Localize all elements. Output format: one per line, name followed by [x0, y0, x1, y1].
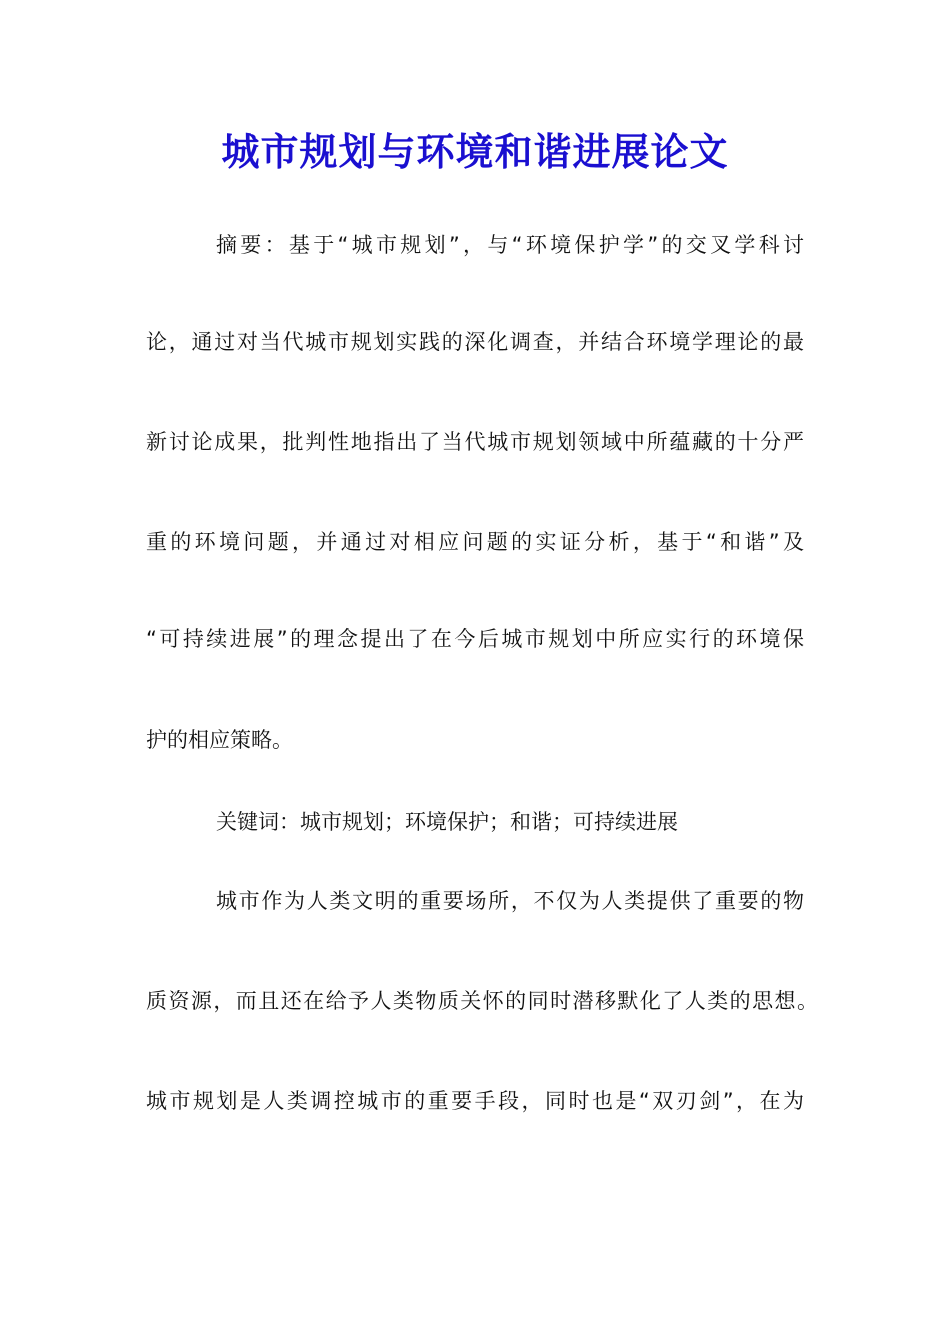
abstract-line-1: 摘要：基于“城市规划”，与“环境保护学”的交叉学科讨 [216, 233, 804, 257]
abstract-line-5: “可持续进展”的理念提出了在今后城市规划中所应实行的环境保 [146, 627, 804, 651]
abstract-line-4: 重的环境问题，并通过对相应问题的实证分析，基于“和谐”及 [146, 530, 804, 554]
body-line-3: 城市规划是人类调控城市的重要手段，同时也是“双刃剑”，在为 [146, 1089, 804, 1113]
abstract-line-3: 新讨论成果，批判性地指出了当代城市规划领域中所蕴藏的十分严 [146, 430, 804, 454]
document-title: 城市规划与环境和谐进展论文 [221, 129, 729, 174]
body-line-1: 城市作为人类文明的重要场所，不仅为人类提供了重要的物 [216, 889, 804, 913]
body-line-2: 质资源，而且还在给予人类物质关怀的同时潜移默化了人类的思想。 [146, 989, 818, 1013]
abstract-line-6: 护的相应策略。 [146, 728, 293, 752]
abstract-line-2: 论，通过对当代城市规划实践的深化调查，并结合环境学理论的最 [146, 330, 804, 354]
keywords-line: 关键词：城市规划；环境保护；和谐；可持续进展 [216, 810, 678, 834]
